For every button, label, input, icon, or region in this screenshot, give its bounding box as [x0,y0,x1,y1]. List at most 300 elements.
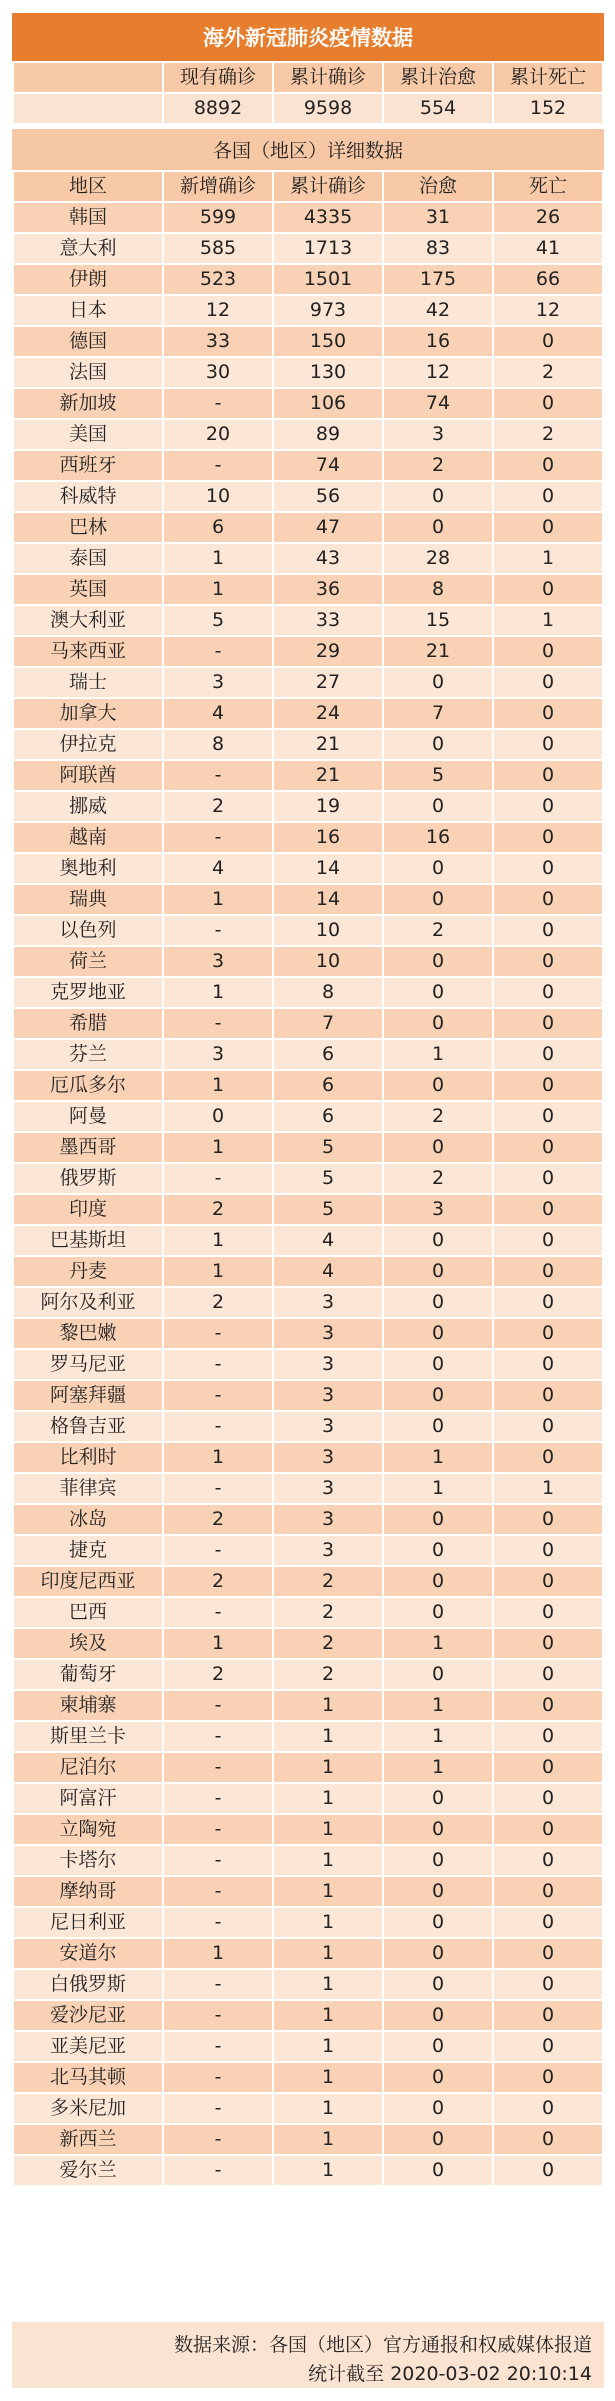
region-cell: 新西兰 [13,2124,163,2155]
region-cell: 比利时 [13,1442,163,1473]
total-cases-cell: 43 [273,543,383,574]
deaths-cell: 0 [493,450,603,481]
new-cases-cell: 1 [163,574,273,605]
region-cell: 日本 [13,295,163,326]
table-row [13,1411,603,1442]
table-row [13,388,603,419]
region-cell: 克罗地亚 [13,977,163,1008]
cured-cell: 1 [383,1473,493,1504]
cured-cell: 8 [383,574,493,605]
table-row [13,481,603,512]
deaths-cell: 12 [493,295,603,326]
region-cell: 俄罗斯 [13,1163,163,1194]
region-cell: 泰国 [13,543,163,574]
deaths-cell: 0 [493,1969,603,2000]
table-row [13,1008,603,1039]
region-cell: 爱尔兰 [13,2155,163,2186]
cured-cell: 21 [383,636,493,667]
deaths-cell: 0 [493,2093,603,2124]
region-cell: 尼泊尔 [13,1752,163,1783]
deaths-cell: 1 [493,605,603,636]
deaths-cell: 66 [493,264,603,295]
deaths-cell: 0 [493,1039,603,1070]
total-cases-cell: 5 [273,1194,383,1225]
deaths-cell: 0 [493,698,603,729]
summary-header-row [13,62,603,93]
deaths-cell: 1 [493,1473,603,1504]
cured-cell: 0 [383,1380,493,1411]
table-row [13,760,603,791]
table-row [13,512,603,543]
cured-cell: 0 [383,1907,493,1938]
new-cases-cell: - [163,2000,273,2031]
total-cases-cell: 74 [273,450,383,481]
cured-cell: 1 [383,1690,493,1721]
total-cases-cell: 56 [273,481,383,512]
total-cases-cell: 1 [273,2124,383,2155]
total-cases-cell: 130 [273,357,383,388]
new-cases-cell: - [163,2031,273,2062]
region-cell: 黎巴嫩 [13,1318,163,1349]
deaths-cell: 0 [493,1907,603,1938]
region-cell: 巴西 [13,1597,163,1628]
new-cases-cell: - [163,760,273,791]
total-cases-cell: 3 [273,1380,383,1411]
deaths-cell: 0 [493,729,603,760]
total-cases-cell: 1 [273,1721,383,1752]
new-cases-cell: - [163,1411,273,1442]
region-cell: 格鲁吉亚 [13,1411,163,1442]
cured-cell: 0 [383,1597,493,1628]
deaths-cell: 41 [493,233,603,264]
cured-cell: 0 [383,1070,493,1101]
new-cases-cell: - [163,1845,273,1876]
region-cell: 卡塔尔 [13,1845,163,1876]
summary-table [12,61,604,125]
deaths-cell: 0 [493,1008,603,1039]
deaths-cell: 0 [493,1163,603,1194]
cured-cell: 2 [383,1101,493,1132]
total-cases-cell: 1 [273,2062,383,2093]
region-cell: 冰岛 [13,1504,163,1535]
total-cases-cell: 1 [273,2000,383,2031]
deaths-cell: 0 [493,1752,603,1783]
deaths-cell: 1 [493,543,603,574]
total-cases-cell: 29 [273,636,383,667]
data-source-note: 数据来源：各国（地区）官方通报和权威媒体报道 [173,2334,592,2356]
region-cell: 奥地利 [13,853,163,884]
cured-cell: 1 [383,1039,493,1070]
region-cell: 荷兰 [13,946,163,977]
table-row [13,1101,603,1132]
table-row [13,946,603,977]
table-row [13,1039,603,1070]
region-cell: 厄瓜多尔 [13,1070,163,1101]
total-cases-cell: 150 [273,326,383,357]
table-row [13,1752,603,1783]
total-cases-cell: 3 [273,1504,383,1535]
region-cell: 白俄罗斯 [13,1969,163,2000]
new-cases-cell: 3 [163,667,273,698]
table-row [13,667,603,698]
new-cases-cell: 1 [163,543,273,574]
region-cell: 安道尔 [13,1938,163,1969]
new-cases-cell: - [163,822,273,853]
region-cell: 巴林 [13,512,163,543]
table-row [13,1256,603,1287]
deaths-cell: 0 [493,512,603,543]
detail-header-region: 地区 [13,171,163,202]
new-cases-cell: 2 [163,1659,273,1690]
cured-cell: 0 [383,2124,493,2155]
cured-cell: 0 [383,1535,493,1566]
new-cases-cell: - [163,388,273,419]
table-row [13,2031,603,2062]
region-cell: 捷克 [13,1535,163,1566]
summary-header-cured: 累计治愈 [383,62,493,93]
new-cases-cell: - [163,1535,273,1566]
new-cases-cell: 2 [163,1504,273,1535]
cured-cell: 0 [383,1256,493,1287]
summary-header-deaths: 累计死亡 [493,62,603,93]
new-cases-cell: 5 [163,605,273,636]
new-cases-cell: 1 [163,1132,273,1163]
deaths-cell: 26 [493,202,603,233]
region-cell: 瑞士 [13,667,163,698]
total-cases-cell: 14 [273,853,383,884]
table-row [13,605,603,636]
region-cell: 澳大利亚 [13,605,163,636]
total-cases-cell: 1 [273,1783,383,1814]
cured-cell: 0 [383,1845,493,1876]
deaths-cell: 0 [493,1194,603,1225]
total-cases-cell: 16 [273,822,383,853]
new-cases-cell: 1 [163,884,273,915]
total-cases-cell: 19 [273,791,383,822]
region-cell: 阿富汗 [13,1783,163,1814]
summary-value-total: 9598 [273,93,383,124]
region-cell: 立陶宛 [13,1814,163,1845]
cured-cell: 0 [383,1504,493,1535]
table-row [13,1783,603,1814]
deaths-cell: 0 [493,636,603,667]
deaths-cell: 0 [493,1411,603,1442]
cured-cell: 0 [383,791,493,822]
total-cases-cell: 1 [273,1814,383,1845]
new-cases-cell: 1 [163,1938,273,1969]
total-cases-cell: 6 [273,1070,383,1101]
region-cell: 印度尼西亚 [13,1566,163,1597]
deaths-cell: 0 [493,1287,603,1318]
total-cases-cell: 21 [273,760,383,791]
new-cases-cell: - [163,1349,273,1380]
detail-header-total: 累计确诊 [273,171,383,202]
table-row [13,450,603,481]
total-cases-cell: 4335 [273,202,383,233]
detail-table [12,170,604,2187]
table-row [13,1721,603,1752]
region-cell: 希腊 [13,1008,163,1039]
deaths-cell: 0 [493,1659,603,1690]
table-row [13,822,603,853]
table-row [13,202,603,233]
total-cases-cell: 973 [273,295,383,326]
table-row [13,791,603,822]
region-cell: 加拿大 [13,698,163,729]
region-cell: 埃及 [13,1628,163,1659]
region-cell: 德国 [13,326,163,357]
total-cases-cell: 2 [273,1566,383,1597]
new-cases-cell: - [163,1163,273,1194]
region-cell: 多米尼加 [13,2093,163,2124]
region-cell: 越南 [13,822,163,853]
cured-cell: 0 [383,853,493,884]
deaths-cell: 0 [493,1349,603,1380]
deaths-cell: 0 [493,1597,603,1628]
table-row [13,1194,603,1225]
cured-cell: 16 [383,822,493,853]
region-cell: 芬兰 [13,1039,163,1070]
cured-cell: 28 [383,543,493,574]
new-cases-cell: 1 [163,1070,273,1101]
cured-cell: 0 [383,977,493,1008]
table-row [13,1442,603,1473]
table-row [13,1504,603,1535]
cured-cell: 2 [383,915,493,946]
footer [12,2322,604,2388]
new-cases-cell: - [163,1473,273,1504]
new-cases-cell: 523 [163,264,273,295]
region-cell: 韩国 [13,202,163,233]
region-cell: 瑞典 [13,884,163,915]
region-cell: 以色列 [13,915,163,946]
table-row [13,1814,603,1845]
new-cases-cell: 10 [163,481,273,512]
new-cases-cell: - [163,1752,273,1783]
deaths-cell: 0 [493,1101,603,1132]
region-cell: 马来西亚 [13,636,163,667]
new-cases-cell: 2 [163,1566,273,1597]
cured-cell: 0 [383,1566,493,1597]
region-cell: 阿塞拜疆 [13,1380,163,1411]
cured-cell: 0 [383,1132,493,1163]
region-cell: 伊朗 [13,264,163,295]
table-row [13,1659,603,1690]
new-cases-cell: 585 [163,233,273,264]
cured-cell: 0 [383,1659,493,1690]
new-cases-cell: - [163,1380,273,1411]
region-cell: 西班牙 [13,450,163,481]
summary-value-row [13,93,603,124]
cured-cell: 2 [383,450,493,481]
total-cases-cell: 1 [273,1876,383,1907]
region-cell: 爱沙尼亚 [13,2000,163,2031]
new-cases-cell: 2 [163,1287,273,1318]
table-row [13,1225,603,1256]
new-cases-cell: 0 [163,1101,273,1132]
total-cases-cell: 3 [273,1411,383,1442]
table-row [13,2155,603,2186]
new-cases-cell: - [163,1690,273,1721]
deaths-cell: 0 [493,1628,603,1659]
total-cases-cell: 1501 [273,264,383,295]
new-cases-cell: - [163,915,273,946]
table-row [13,977,603,1008]
total-cases-cell: 33 [273,605,383,636]
cured-cell: 0 [383,481,493,512]
new-cases-cell: 4 [163,853,273,884]
deaths-cell: 0 [493,388,603,419]
cured-cell: 3 [383,1194,493,1225]
deaths-cell: 0 [493,1380,603,1411]
deaths-cell: 0 [493,326,603,357]
cured-cell: 1 [383,1752,493,1783]
table-row [13,233,603,264]
detail-header-cured: 治愈 [383,171,493,202]
total-cases-cell: 3 [273,1473,383,1504]
table-row [13,357,603,388]
total-cases-cell: 3 [273,1287,383,1318]
deaths-cell: 0 [493,791,603,822]
new-cases-cell: 1 [163,1442,273,1473]
deaths-cell: 0 [493,915,603,946]
cured-cell: 0 [383,667,493,698]
table-row [13,574,603,605]
table-row [13,326,603,357]
new-cases-cell: 1 [163,1225,273,1256]
table-row [13,295,603,326]
cured-cell: 16 [383,326,493,357]
new-cases-cell: 3 [163,946,273,977]
cured-cell: 42 [383,295,493,326]
total-cases-cell: 10 [273,946,383,977]
cured-cell: 74 [383,388,493,419]
table-row [13,1876,603,1907]
new-cases-cell: - [163,636,273,667]
deaths-cell: 0 [493,1442,603,1473]
new-cases-cell: - [163,2124,273,2155]
cured-cell: 0 [383,1783,493,1814]
table-row [13,1535,603,1566]
region-cell: 挪威 [13,791,163,822]
total-cases-cell: 47 [273,512,383,543]
region-cell: 阿尔及利亚 [13,1287,163,1318]
deaths-cell: 0 [493,977,603,1008]
total-cases-cell: 10 [273,915,383,946]
cured-cell: 0 [383,1411,493,1442]
new-cases-cell: 6 [163,512,273,543]
new-cases-cell: - [163,1721,273,1752]
deaths-cell: 0 [493,1814,603,1845]
cured-cell: 1 [383,1628,493,1659]
cured-cell: 0 [383,729,493,760]
deaths-cell: 0 [493,667,603,698]
cured-cell: 12 [383,357,493,388]
total-cases-cell: 3 [273,1318,383,1349]
deaths-cell: 0 [493,884,603,915]
cured-cell: 2 [383,1163,493,1194]
region-cell: 丹麦 [13,1256,163,1287]
total-cases-cell: 4 [273,1256,383,1287]
deaths-cell: 0 [493,1318,603,1349]
table-row [13,2124,603,2155]
new-cases-cell: 4 [163,698,273,729]
total-cases-cell: 1 [273,1752,383,1783]
region-cell: 法国 [13,357,163,388]
table-row [13,1070,603,1101]
cured-cell: 0 [383,1008,493,1039]
table-row [13,1566,603,1597]
table-row [13,915,603,946]
cured-cell: 0 [383,1969,493,2000]
table-row [13,1845,603,1876]
region-cell: 柬埔寨 [13,1690,163,1721]
region-cell: 罗马尼亚 [13,1349,163,1380]
new-cases-cell: 599 [163,202,273,233]
deaths-cell: 0 [493,1504,603,1535]
cured-cell: 0 [383,2000,493,2031]
cured-cell: 0 [383,1318,493,1349]
total-cases-cell: 3 [273,1442,383,1473]
table-row [13,543,603,574]
deaths-cell: 0 [493,1690,603,1721]
new-cases-cell: - [163,1969,273,2000]
deaths-cell: 2 [493,357,603,388]
detail-header-new: 新增确诊 [163,171,273,202]
total-cases-cell: 7 [273,1008,383,1039]
cured-cell: 0 [383,2155,493,2186]
region-cell: 伊拉克 [13,729,163,760]
deaths-cell: 0 [493,2000,603,2031]
new-cases-cell: - [163,2093,273,2124]
deaths-cell: 0 [493,2124,603,2155]
summary-value-deaths: 152 [493,93,603,124]
deaths-cell: 0 [493,2155,603,2186]
detail-section-title: 各国（地区）详细数据 [12,129,604,170]
new-cases-cell: 3 [163,1039,273,1070]
cured-cell: 1 [383,1721,493,1752]
deaths-cell: 0 [493,1132,603,1163]
region-cell: 英国 [13,574,163,605]
total-cases-cell: 2 [273,1597,383,1628]
cured-cell: 7 [383,698,493,729]
table-row [13,1907,603,1938]
total-cases-cell: 1 [273,1690,383,1721]
table-row [13,2062,603,2093]
new-cases-cell: 33 [163,326,273,357]
region-cell: 阿曼 [13,1101,163,1132]
region-cell: 摩纳哥 [13,1876,163,1907]
region-cell: 印度 [13,1194,163,1225]
deaths-cell: 0 [493,853,603,884]
deaths-cell: 0 [493,2062,603,2093]
summary-value-cured: 554 [383,93,493,124]
new-cases-cell: 20 [163,419,273,450]
table-row [13,2000,603,2031]
new-cases-cell: - [163,1597,273,1628]
cured-cell: 5 [383,760,493,791]
region-cell: 阿联酋 [13,760,163,791]
cured-cell: 83 [383,233,493,264]
new-cases-cell: - [163,2155,273,2186]
deaths-cell: 0 [493,574,603,605]
new-cases-cell: 2 [163,1194,273,1225]
page-title: 海外新冠肺炎疫情数据 [12,13,604,61]
region-cell: 菲律宾 [13,1473,163,1504]
deaths-cell: 2 [493,419,603,450]
table-row [13,1132,603,1163]
cured-cell: 0 [383,1938,493,1969]
